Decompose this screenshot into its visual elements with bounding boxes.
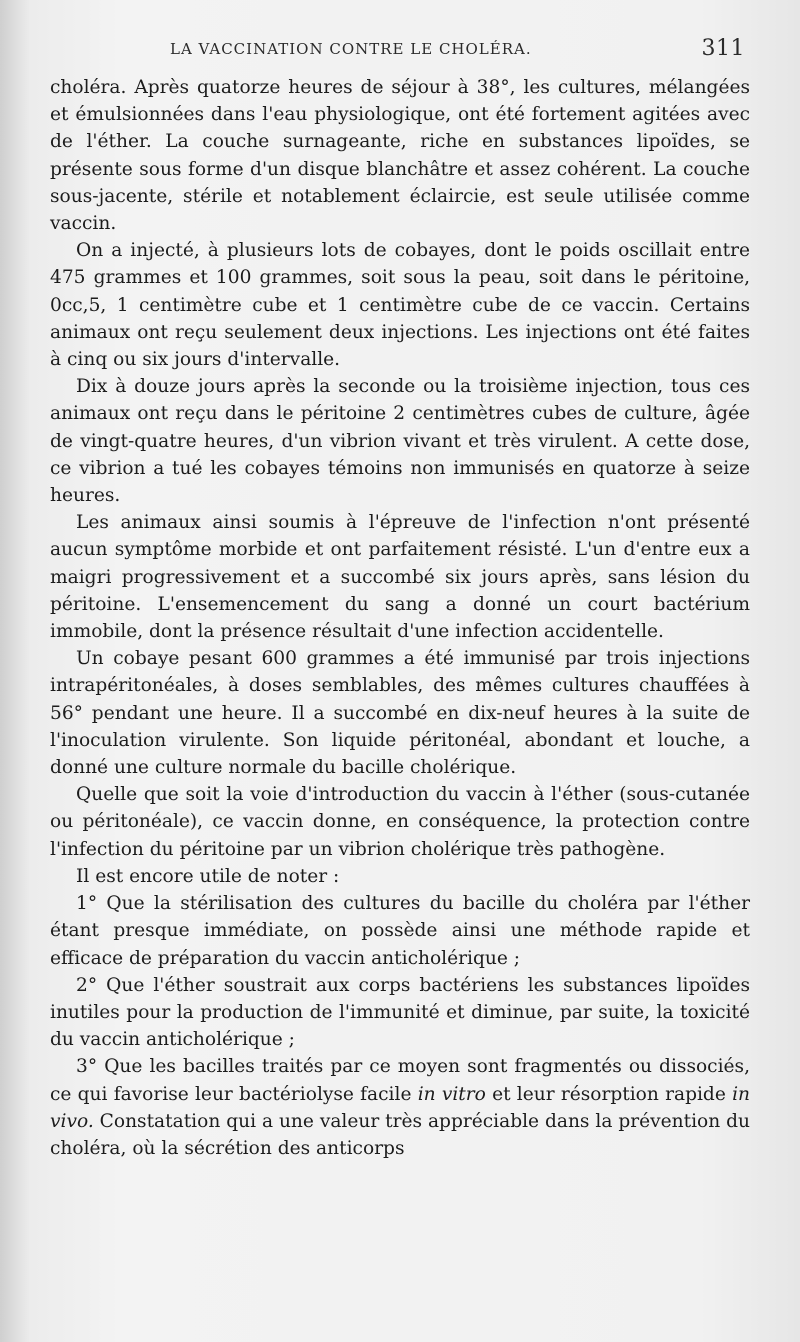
italic-text: in vivo. xyxy=(50,1083,750,1132)
paragraph: 2° Que l'éther soustrait aux corps bactériens les substances lipoïdes inutiles pour la production de l'immunité et diminue, par suite, la toxicité du vaccin anticholérique ; xyxy=(50,974,750,1051)
paragraph: Les animaux ainsi soumis à l'épreuve de l'infection n'ont présenté aucun symptôme morbide et ont parfaitement résisté. L'un d'entre eux a maigri progressivement et a succombé six jours après, sans lésion du péritoine. L'ensemencement du sang a donné un court bactérium immobile, dont la présence résultait d'une infection accidentelle. xyxy=(50,512,750,643)
paragraph: choléra. Après quatorze heures de séjour à 38°, les cultures, mélangées et émulsionnées dans l'eau physiologique, ont été fortement agitées avec de l'éther. La couche surnageante, riche en substances lipoïdes, se présente sous forme d'un disque blanchâtre et assez cohérent. La couche sous-jacente, stérile et notablement éclaircie, est seule utilisée comme vaccin. xyxy=(50,77,750,235)
paragraph: Il est encore utile de noter : xyxy=(76,865,340,887)
paragraph: On a injecté, à plusieurs lots de cobayes, dont le poids oscillait entre 475 grammes et 100 grammes, soit sous la peau, soit dans le péritoine, 0cc,5, 1 centimètre cube et 1 centimètre cube de ce vaccin. Certains animaux ont reçu seulement deux injections. Les injections ont été faites à cinq ou six jours d'intervalle. xyxy=(50,240,750,371)
paragraph-text: Constatation qui a une valeur très appréciable dans la prévention du choléra, où la sécrétion des anticorps xyxy=(50,1110,750,1159)
page-number: 311 xyxy=(701,36,745,61)
paragraph-text: 3° Que les bacilles traités par ce moyen sont fragmentés ou dissociés, ce qui favorise leur bactériolyse facile xyxy=(50,1056,750,1105)
paragraph: Dix à douze jours après la seconde ou la troisième injection, tous ces animaux ont reçu dans le péritoine 2 centimètres cubes de culture, âgée de vingt-quatre heures, d'un vibrion vivant et très virulent. A cette dose, ce vibrion a tué les cobayes témoins non immunisés en quatorze à seize heures. xyxy=(50,376,750,507)
paragraph xyxy=(50,1053,750,1162)
paragraph: Quelle que soit la voie d'introduction du vaccin à l'éther (sous-cutanée ou péritonéale), ce vaccin donne, en conséquence, la protection contre l'infection du péritoine par un vibrion cholérique très pathogène. xyxy=(50,784,750,860)
paragraph: 1° Que la stérilisation des cultures du bacille du choléra par l'éther étant presque immédiate, on possède ainsi une méthode rapide et efficace de préparation du vaccin anticholérique ; xyxy=(50,893,750,969)
running-header xyxy=(170,36,745,60)
paragraph: Un cobaye pesant 600 grammes a été immunisé par trois injections intrapéritonéales, à doses semblables, des mêmes cultures chauffées à 56° pendant une heure. Il a succombé en dix-neuf heures à la suite de l'inoculation virulente. Son liquide péritonéal, abondant et louche, a donné une culture normale du bacille cholérique. xyxy=(50,648,750,779)
italic-text: in vitro xyxy=(417,1083,486,1105)
running-title: LA VACCINATION CONTRE LE CHOLÉRA. xyxy=(170,40,532,58)
body-text xyxy=(50,74,750,1162)
paragraph-text: et leur résorption rapide xyxy=(485,1083,733,1105)
